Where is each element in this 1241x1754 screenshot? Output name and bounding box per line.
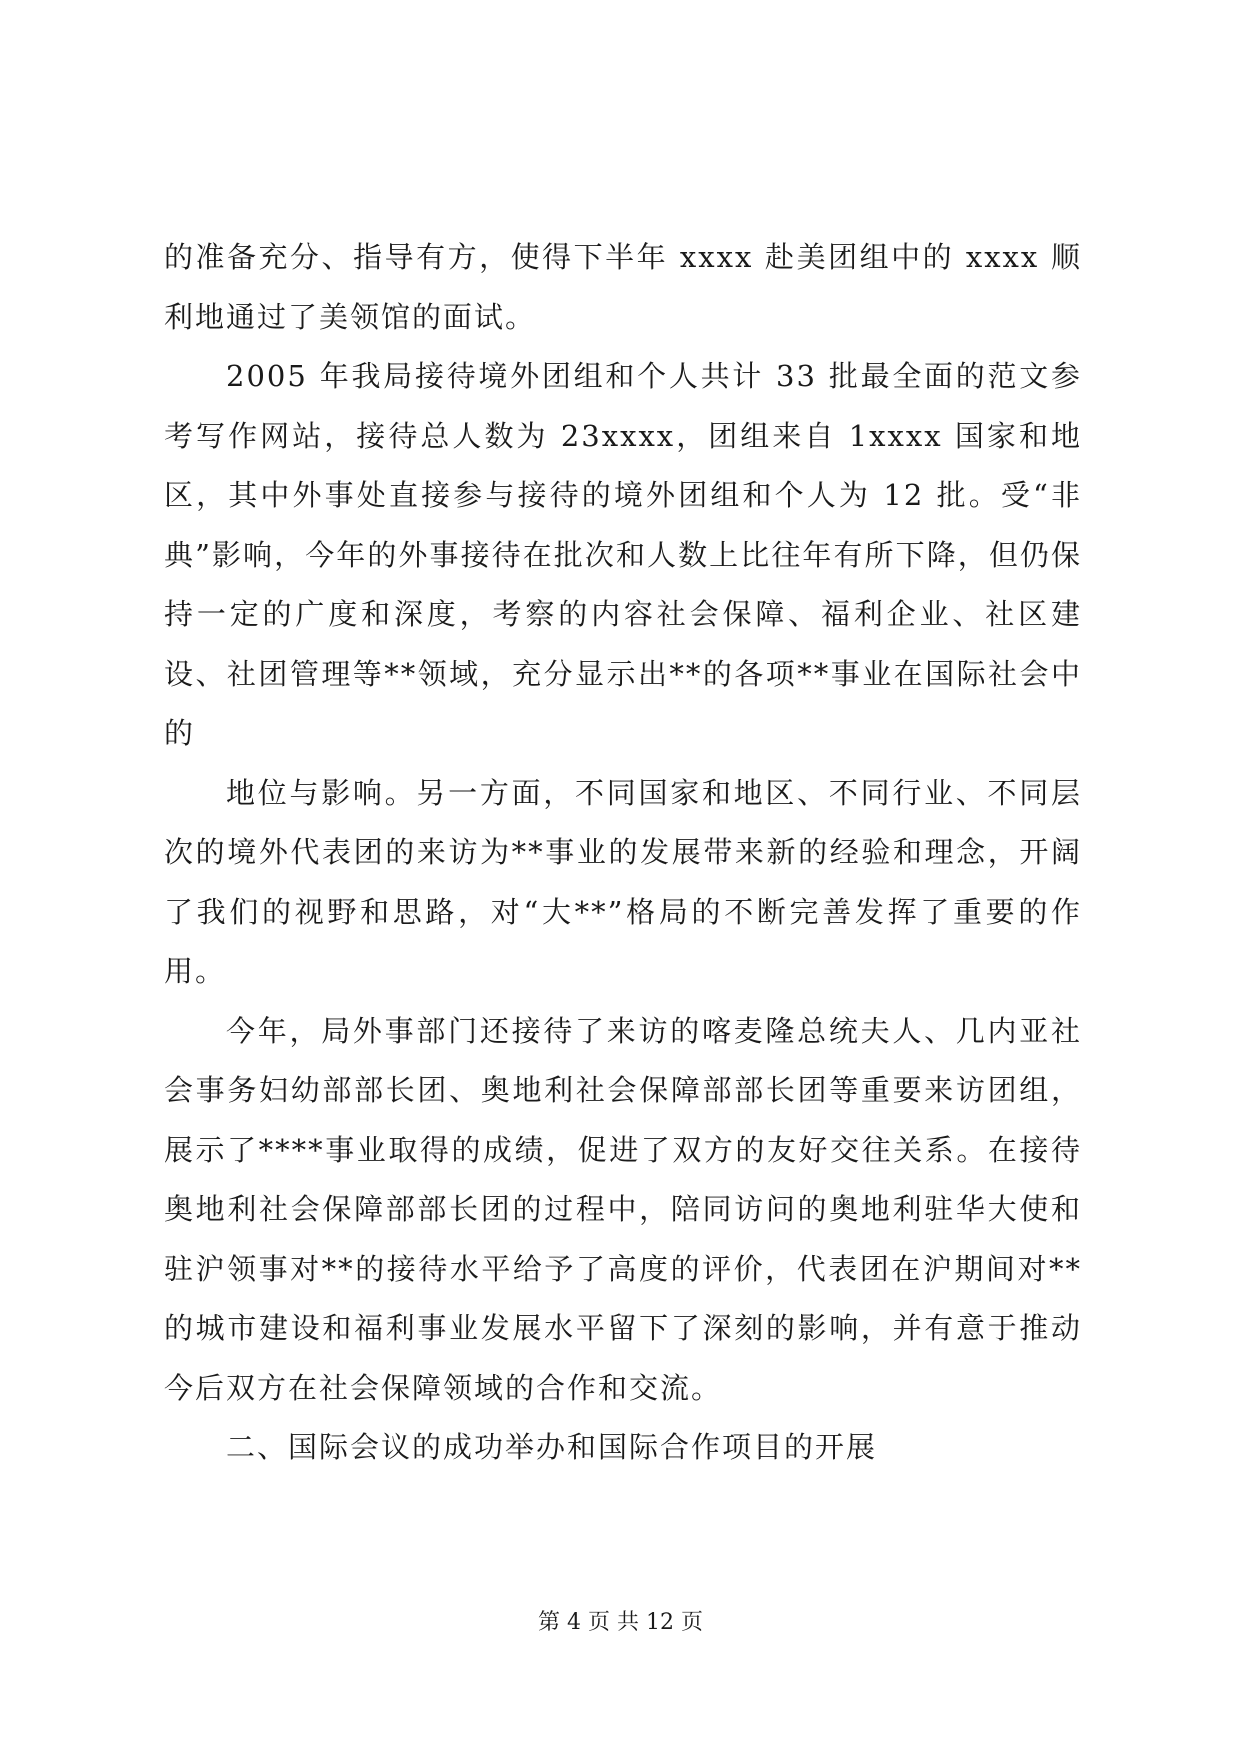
paragraph-continuation: 的准备充分、指导有方，使得下半年 xxxx 赴美团组中的 xxxx 顺利地通过了美领馆的面试。 bbox=[164, 240, 1082, 334]
paragraph-important-visits: 今年，局外事部门还接待了来访的喀麦隆总统夫人、几内亚社会事务妇幼部部长团、奥地利社会保障部部长团等重要来访团组，展示了****事业取得的成绩，促进了双方的友好交往关系。在接待奥地利社会保障部部长团的过程中，陪同访问的奥地利驻华大使和驻沪领事对**的接待水平给予了高度的评价，代表团在沪期间对**的城市建设和福利事业发展水平留下了深刻的影响，并有意于推动今后双方在社会保障领域的合作和交流。 bbox=[164, 1013, 1082, 1405]
paragraph-influence: 地位与影响。另一方面，不同国家和地区、不同行业、不同层次的境外代表团的来访为**事业的发展带来新的经验和理念，开阔了我们的视野和思路，对“大**”格局的不断完善发挥了重要的作用。 bbox=[164, 775, 1082, 988]
document-body bbox=[164, 228, 1082, 1478]
paragraph-reception-statistics: 2005 年我局接待境外团组和个人共计 33 批最全面的范文参考写作网站，接待总人数为 23xxxx，团组来自 1xxxx 国家和地区，其中外事处直接参与接待的境外团组和个人为 12 批。受“非典”影响，今年的外事接待在批次和人数上比往年有所下降，但仍保持一定的广度和深度，考察的内容社会保障、福利企业、社区建设、社团管理等**领域，充分显示出**的各项**事业在国际社会中的 bbox=[164, 359, 1082, 750]
section-heading-international-conferences: 二、国际会议的成功举办和国际合作项目的开展 bbox=[226, 1430, 878, 1464]
page-number-footer: 第 4 页 共 12 页 bbox=[538, 1610, 703, 1635]
